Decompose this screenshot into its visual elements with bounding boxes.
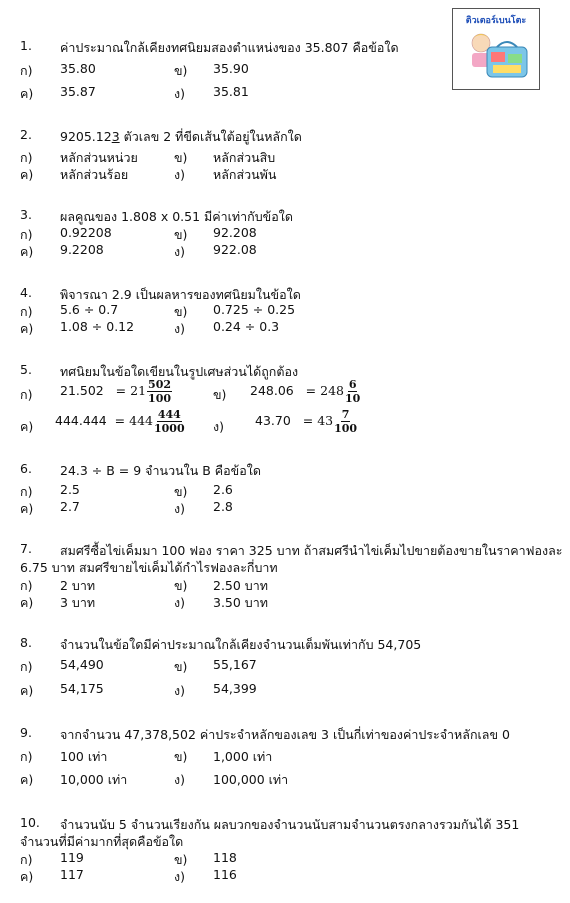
whole-part: 248: [320, 383, 344, 398]
choice-key: ก): [20, 387, 33, 402]
choice-key: ข): [174, 578, 188, 593]
fraction: [154, 408, 185, 435]
question-number: 6.: [20, 461, 32, 476]
choice-key: ง): [174, 683, 185, 698]
choice-key: ค): [20, 595, 34, 610]
question-number: 8.: [20, 635, 32, 650]
whole-part: 43: [317, 413, 334, 428]
choice-key: ข): [174, 659, 188, 674]
choice-value[interactable]: 35.81: [213, 84, 249, 99]
choice-key: ง): [174, 86, 185, 101]
choice-key: ข): [174, 484, 188, 499]
choice-key: ก): [20, 749, 33, 764]
choice-fraction[interactable]: [255, 408, 357, 435]
choice-key: ก): [20, 659, 33, 674]
question-number: 3.: [20, 207, 32, 222]
choice-value[interactable]: 35.80: [60, 61, 96, 76]
choice-key: ง): [174, 321, 185, 336]
choice-value[interactable]: 117: [60, 867, 84, 882]
choice-value[interactable]: 1,000 เท่า: [213, 749, 273, 764]
girl-with-bag-icon: [453, 9, 539, 89]
decimal-value: 43.70: [255, 413, 291, 428]
question-number: 1.: [20, 38, 32, 53]
choice-key: ค): [20, 167, 34, 182]
choice-value[interactable]: 3.50 บาท: [213, 595, 268, 610]
fraction: [345, 378, 360, 405]
choice-key: ค): [20, 501, 34, 516]
choice-key: ก): [20, 578, 33, 593]
question-text: จำนวนนับ 5 จำนวนเรียงกัน ผลบวกของจำนวนนับสามจำนวนตรงกลางรวมกันได้ 351: [60, 817, 520, 832]
choice-key: ก): [20, 150, 33, 165]
choice-value[interactable]: 92.208: [213, 225, 257, 240]
choice-fraction[interactable]: [60, 378, 172, 405]
choice-value[interactable]: 0.24 ÷ 0.3: [213, 319, 280, 334]
whole-part: 21: [130, 383, 147, 398]
choice-value[interactable]: 2.8: [213, 499, 233, 514]
choice-value[interactable]: 54,175: [60, 681, 104, 696]
numerator: 444: [157, 408, 181, 421]
choice-value[interactable]: 1.08 ÷ 0.12: [60, 319, 135, 334]
underlined-digit: 3: [111, 129, 120, 144]
choice-key: ค): [20, 419, 34, 434]
question-text: จากจำนวน 47,378,502 ค่าประจำหลักของเลข 3 เป็นกี่เท่าของค่าประจำหลักเลข 0: [60, 727, 510, 742]
choice-key: ข): [174, 150, 188, 165]
question-text: พิจารณา 2.9 เป็นผลหารของทศนิยมในข้อใด: [60, 287, 301, 302]
choice-key: ง): [174, 167, 185, 182]
choice-key: ค): [20, 321, 34, 336]
choice-key: ก): [20, 852, 33, 867]
choice-value[interactable]: 922.08: [213, 242, 257, 257]
choice-key: ข): [213, 387, 227, 402]
logo-text: ติวเตอร์เบนโตะ: [465, 16, 527, 26]
choice-value[interactable]: 119: [60, 850, 84, 865]
question-text-continued: จำนวนที่มีค่ามากที่สุดคือข้อใด: [20, 834, 184, 849]
choice-key: ค): [20, 772, 34, 787]
choice-value[interactable]: 116: [213, 867, 237, 882]
denominator: 100: [334, 422, 358, 435]
choice-key: ง): [174, 595, 185, 610]
question-number: 4.: [20, 285, 32, 300]
choice-value[interactable]: 100 เท่า: [60, 749, 108, 764]
choice-value[interactable]: 2.50 บาท: [213, 578, 268, 593]
choice-key: ค): [20, 869, 34, 884]
fraction: [334, 408, 357, 435]
choice-value[interactable]: 54,490: [60, 657, 104, 672]
question-number: 5.: [20, 362, 32, 377]
choice-key: ค): [20, 86, 34, 101]
decimal-value: 444.444: [55, 413, 107, 428]
decimal-value: 21.502: [60, 383, 104, 398]
tutor-logo: [452, 8, 540, 90]
decimal-value: 248.06: [250, 383, 294, 398]
choice-value[interactable]: หลักส่วนสิบ: [213, 150, 276, 165]
equals-sign: =: [305, 383, 317, 398]
denominator: 100: [148, 392, 172, 405]
choice-key: ข): [174, 63, 188, 78]
choice-value[interactable]: 0.725 ÷ 0.25: [213, 302, 296, 317]
question-number: 7.: [20, 541, 32, 556]
question-text: ผลคูณของ 1.808 x 0.51 มีค่าเท่ากับข้อใด: [60, 209, 293, 224]
choice-value[interactable]: 35.90: [213, 61, 249, 76]
equals-sign: =: [114, 413, 126, 428]
choice-value[interactable]: 2.7: [60, 499, 80, 514]
numerator: 502: [148, 378, 172, 391]
question-number: 9.: [20, 725, 32, 740]
denominator: 1000: [153, 422, 185, 435]
question-number: 2.: [20, 127, 32, 142]
choice-value[interactable]: 10,000 เท่า: [60, 772, 128, 787]
denominator: 10: [345, 392, 361, 405]
question-number: 10.: [20, 815, 40, 830]
question-text-part: 9205.12: [60, 129, 112, 144]
choice-key: ง): [174, 772, 185, 787]
choice-value[interactable]: 2 บาท: [60, 578, 96, 593]
choice-value[interactable]: หลักส่วนพัน: [213, 167, 277, 182]
question-text: ค่าประมาณใกล้เคียงทศนิยมสองตำแหน่งของ 35.807 คือข้อใด: [60, 40, 399, 55]
question-text-part: ตัวเลข 2 ที่ขีดเส้นใต้อยู่ในหลักใด: [119, 129, 302, 144]
choice-value[interactable]: 9.2208: [60, 242, 104, 257]
choice-value[interactable]: หลักส่วนหน่วย: [60, 150, 138, 165]
choice-value[interactable]: 5.6 ÷ 0.7: [60, 302, 119, 317]
choice-key: ก): [20, 227, 33, 242]
choice-value[interactable]: 118: [213, 850, 237, 865]
question-text: ทศนิยมในข้อใดเขียนในรูปเศษส่วนได้ถูกต้อง: [60, 364, 299, 379]
choice-key: ข): [174, 852, 188, 867]
choice-key: ค): [20, 683, 34, 698]
choice-key: ง): [174, 869, 185, 884]
choice-value[interactable]: 3 บาท: [60, 595, 96, 610]
choice-value[interactable]: 0.92208: [60, 225, 112, 240]
choice-key: ข): [174, 749, 188, 764]
choice-key: ง): [213, 419, 224, 434]
choice-value[interactable]: 54,399: [213, 681, 257, 696]
question-text: สมศรีซื้อไข่เค็มมา 100 ฟอง ราคา 325 บาท ถ้าสมศรีนำไข่เค็มไปขายต้องขายในราคาฟองละ: [60, 543, 563, 558]
choice-key: ง): [174, 501, 185, 516]
choice-key: ค): [20, 244, 34, 259]
question-text: [60, 127, 302, 147]
choice-value[interactable]: 2.6: [213, 482, 233, 497]
question-text: จำนวนในข้อใดมีค่าประมาณใกล้เคียงจำนวนเต็มพันเท่ากับ 54,705: [60, 637, 422, 652]
choice-value[interactable]: 100,000 เท่า: [213, 772, 289, 787]
choice-key: ข): [174, 227, 188, 242]
equals-sign: =: [115, 383, 127, 398]
fraction: [147, 378, 172, 405]
choice-key: ง): [174, 244, 185, 259]
question-text: 24.3 ÷ B = 9 จำนวนใน B คือข้อใด: [60, 463, 261, 478]
numerator: 6: [348, 378, 357, 391]
question-text-continued: 6.75 บาท สมศรีขายไข่เค็มได้กำไรฟองละกี่บาท: [20, 560, 278, 575]
choice-key: ก): [20, 484, 33, 499]
choice-fraction[interactable]: [55, 408, 185, 435]
choice-key: ข): [174, 304, 188, 319]
choice-fraction[interactable]: [250, 378, 360, 405]
choice-value[interactable]: 35.87: [60, 84, 96, 99]
choice-key: ก): [20, 63, 33, 78]
numerator: 7: [341, 408, 350, 421]
equals-sign: =: [302, 413, 314, 428]
choice-value[interactable]: 55,167: [213, 657, 257, 672]
choice-key: ก): [20, 304, 33, 319]
choice-value[interactable]: 2.5: [60, 482, 80, 497]
choice-value[interactable]: หลักส่วนร้อย: [60, 167, 129, 182]
whole-part: 444: [129, 413, 153, 428]
